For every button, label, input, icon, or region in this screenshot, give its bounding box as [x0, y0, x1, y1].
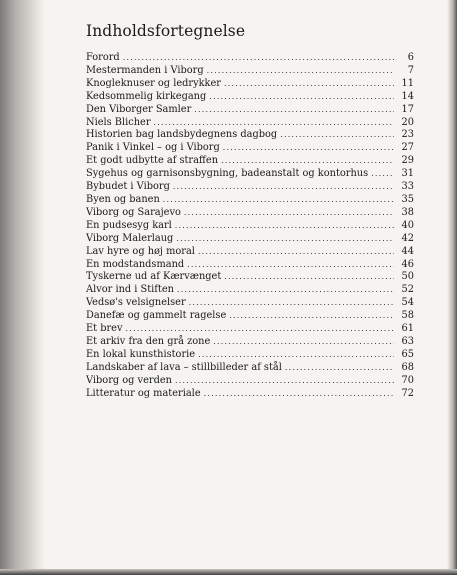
toc-entry-title: Alvor ind i Stiften	[86, 284, 174, 296]
toc-entry-page: 33	[401, 181, 414, 193]
dot-leader	[223, 142, 394, 155]
toc-entry-title: Byen og banen	[86, 193, 160, 205]
dot-leader	[371, 168, 394, 181]
toc-entry-title: En lokal kunsthistorie	[86, 348, 196, 360]
toc-entry-title: Den Viborger Samler	[86, 103, 192, 115]
toc-entry-title: Lav hyre og høj moral	[86, 245, 195, 257]
toc-entry-page: 42	[401, 232, 414, 244]
toc-entry	[86, 65, 414, 78]
toc-entry	[86, 155, 414, 168]
toc-entry	[86, 181, 414, 194]
toc-entry-title: Niels Blicher	[86, 116, 151, 128]
dot-leader	[123, 52, 394, 65]
toc-entry	[86, 104, 414, 117]
dot-leader	[187, 259, 394, 272]
toc-entry	[86, 259, 414, 272]
toc-entry	[86, 142, 414, 155]
toc-entry-title: En pudsesyg karl	[86, 219, 172, 231]
dot-leader	[213, 336, 394, 349]
toc-entry-page: 46	[401, 258, 414, 270]
toc-entry	[86, 168, 414, 181]
toc-entry-title: Kedsommelig kirkegang	[86, 90, 207, 102]
dot-leader	[194, 104, 394, 117]
dot-leader	[224, 78, 394, 91]
toc-entry	[86, 91, 414, 104]
toc-entry-title: Forord	[86, 52, 120, 63]
toc-entry-title: Viborg og Sarajevo	[86, 206, 181, 218]
page-title: Indholdsfortegnelse	[86, 22, 246, 40]
toc-entry	[86, 388, 414, 401]
toc-entry-page: 27	[401, 142, 414, 154]
toc-entry-title: Et godt udbytte af straffen	[86, 155, 219, 167]
dot-leader	[126, 323, 395, 336]
toc-entry	[86, 362, 414, 375]
toc-entry	[86, 52, 414, 65]
toc-entry-page: 61	[401, 323, 414, 335]
toc-entry-page: 35	[401, 193, 414, 205]
toc-entry-title: Viborg Malerlaug	[86, 232, 174, 244]
toc-entry-page: 54	[401, 297, 414, 309]
dot-leader	[154, 117, 394, 130]
toc-entry-page: 70	[401, 374, 414, 386]
toc-entry-page: 50	[401, 271, 414, 283]
toc-entry-title: Historien bag landsbydegnens dagbog	[86, 129, 278, 141]
toc-entry-title: Et brev	[86, 323, 123, 335]
toc-entry-page: 17	[401, 103, 414, 115]
toc-entry	[86, 207, 414, 220]
dot-leader	[175, 220, 394, 233]
toc-entry-title: Danefæ og gammelt ragelse	[86, 310, 227, 322]
dot-leader	[229, 310, 394, 323]
book-gutter-shadow	[0, 0, 44, 575]
toc-entry-title: Sygehus og garnisonsbygning, badeanstalt og kontorhus	[86, 168, 369, 180]
toc-entry	[86, 246, 414, 259]
toc-entry-page: 6	[407, 52, 414, 63]
toc-entry-title: Viborg og verden	[86, 374, 172, 386]
toc-entry	[86, 271, 414, 284]
toc-entry-page: 23	[401, 129, 414, 141]
toc-entry-title: En modstandsmand	[86, 258, 185, 270]
dot-leader	[198, 246, 394, 259]
toc-entry	[86, 349, 414, 362]
toc-entry-title: Knogleknuser og ledrykker	[86, 77, 221, 89]
dot-leader	[198, 349, 394, 362]
toc-entry	[86, 233, 414, 246]
toc-entry	[86, 129, 414, 142]
toc-entry-title: Vedsø's velsignelser	[86, 297, 186, 309]
toc-entry-page: 14	[401, 90, 414, 102]
dot-leader	[280, 129, 394, 142]
toc-entry	[86, 336, 414, 349]
toc-entry-title: Tyskerne ud af Kærvænget	[86, 271, 222, 283]
toc-entry-title: Bybudet i Viborg	[86, 181, 170, 193]
toc-entry-page: 11	[401, 77, 414, 89]
toc-entry	[86, 117, 414, 130]
toc-entry-page: 7	[407, 64, 414, 76]
toc-entry-page: 63	[401, 335, 414, 347]
toc-entry-page: 65	[401, 348, 414, 360]
toc-entry	[86, 375, 414, 388]
toc-entry-page: 38	[401, 206, 414, 218]
toc-entry-page: 52	[401, 284, 414, 296]
dot-leader	[184, 207, 394, 220]
dot-leader	[176, 233, 394, 246]
dot-leader	[285, 362, 394, 375]
dot-leader	[207, 65, 394, 78]
dot-leader	[173, 181, 394, 194]
toc-entry-page: 29	[401, 155, 414, 167]
toc-entry-title: Mestermanden i Viborg	[86, 64, 204, 76]
toc-entry	[86, 297, 414, 310]
toc-entry	[86, 220, 414, 233]
toc-entry-title: Litteratur og materiale	[86, 387, 201, 399]
toc-entry-page: 20	[401, 116, 414, 128]
toc-entry-page: 31	[401, 168, 414, 180]
toc-entry	[86, 310, 414, 323]
toc-entry-page: 44	[401, 245, 414, 257]
dot-leader	[189, 297, 394, 310]
dot-leader	[204, 388, 394, 401]
toc-entry-page: 58	[401, 310, 414, 322]
page-bottom-edge	[0, 569, 457, 575]
toc-entry	[86, 323, 414, 336]
dot-leader	[221, 155, 394, 168]
toc-entry	[86, 78, 414, 91]
toc-entry	[86, 194, 414, 207]
toc-entry-page: 40	[401, 219, 414, 231]
toc-entry-page: 68	[401, 361, 414, 373]
page-edge-shadow	[447, 0, 457, 575]
toc-entry-title: Panik i Vinkel – og i Viborg	[86, 142, 220, 154]
toc-entry-title: Et arkiv fra den grå zone	[86, 335, 211, 347]
dot-leader	[224, 271, 394, 284]
table-of-contents	[86, 52, 414, 400]
toc-entry-title: Landskaber af lava – stillbilleder af stål	[86, 361, 282, 373]
dot-leader	[163, 194, 394, 207]
dot-leader	[175, 375, 394, 388]
toc-entry	[86, 284, 414, 297]
toc-entry-page: 72	[401, 387, 414, 399]
dot-leader	[209, 91, 394, 104]
dot-leader	[177, 284, 394, 297]
